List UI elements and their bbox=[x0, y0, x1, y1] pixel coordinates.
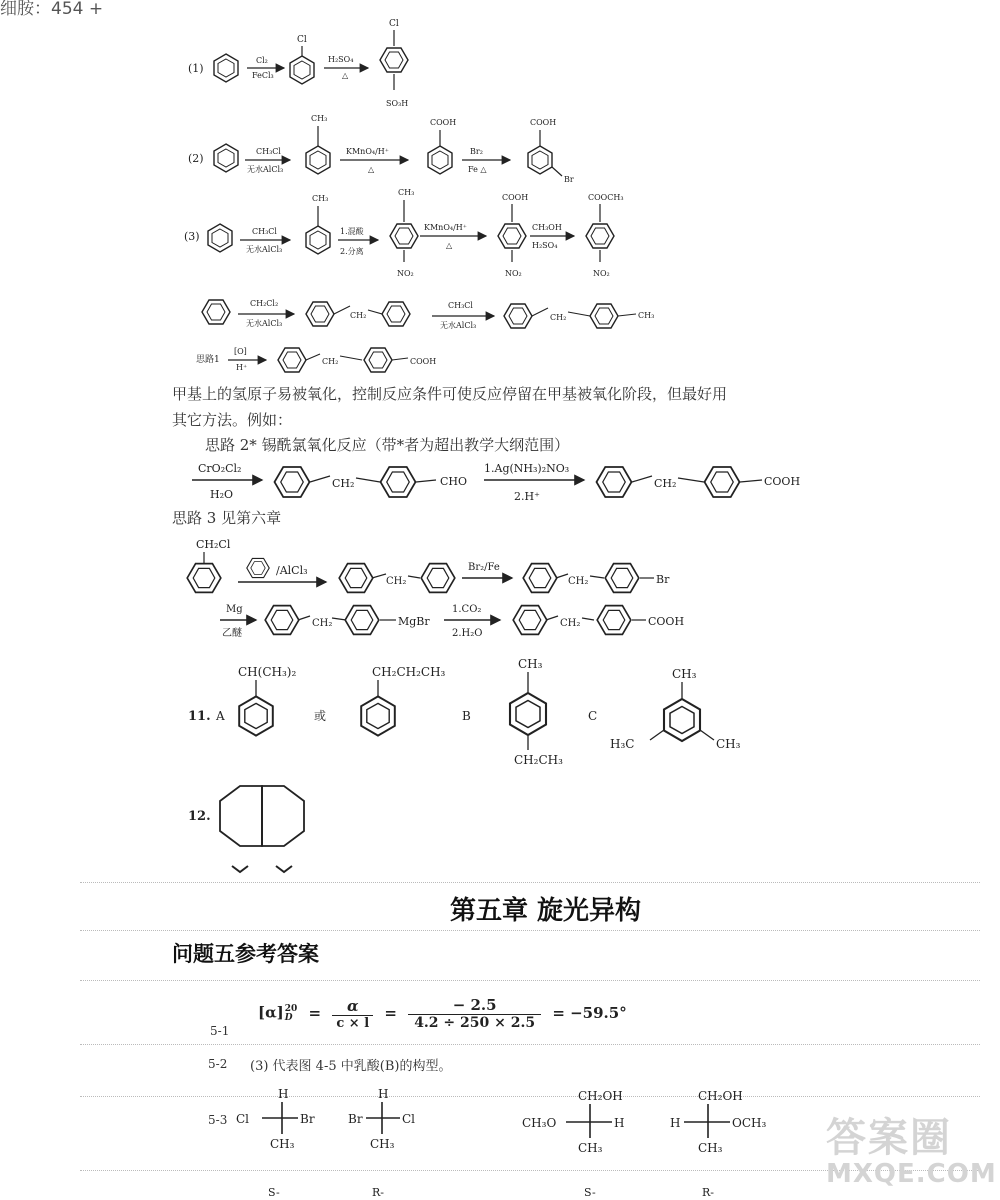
specific-rotation-formula: [α]20 D = $\frac{\alpha}{c \times l}$ = $\frac{- 2.5}{4.2 \div 250 \times 2.5}$ = −59.5° bbox=[258, 996, 627, 1031]
svg-text:Br: Br bbox=[348, 1112, 363, 1126]
svg-text:CH₃: CH₃ bbox=[270, 1137, 295, 1151]
svg-text:无水AlCl₃: 无水AlCl₃ bbox=[247, 165, 284, 174]
svg-text:△: △ bbox=[342, 71, 349, 80]
reaction-7 bbox=[187, 538, 670, 592]
svg-text:FeCl₃: FeCl₃ bbox=[252, 71, 274, 80]
svg-text:CH₂: CH₂ bbox=[550, 313, 567, 322]
svg-text:Br: Br bbox=[564, 175, 574, 184]
fischer-projection-4 bbox=[670, 1089, 766, 1199]
svg-text:CH₂CH₃: CH₂CH₃ bbox=[514, 753, 563, 767]
benzene-ring bbox=[214, 54, 238, 82]
svg-text:Br₂: Br₂ bbox=[470, 147, 483, 156]
svg-text:COOH: COOH bbox=[430, 118, 457, 127]
reaction-3 bbox=[184, 188, 624, 278]
svg-text:1.CO₂: 1.CO₂ bbox=[452, 604, 482, 615]
answer-5-2-label: 5-2 bbox=[208, 1057, 228, 1071]
reaction-5 bbox=[196, 347, 436, 372]
svg-text:CH₂OH: CH₂OH bbox=[698, 1089, 743, 1103]
svg-text:CH₃: CH₃ bbox=[312, 194, 329, 203]
svg-text:NO₂: NO₂ bbox=[505, 269, 522, 278]
svg-text:[O]: [O] bbox=[234, 347, 247, 356]
svg-text:CH₃: CH₃ bbox=[672, 667, 697, 681]
approach-2-text: 思路 2* 锡酰氯氧化反应（带*者为超出教学大纲范围） bbox=[205, 436, 570, 454]
svg-text:COOH: COOH bbox=[530, 118, 557, 127]
svg-text:Cl: Cl bbox=[297, 35, 307, 45]
svg-text:Cl: Cl bbox=[236, 1112, 250, 1126]
svg-text:思路1: 思路1 bbox=[196, 355, 220, 365]
reaction-6 bbox=[192, 462, 800, 503]
svg-text:CH₃: CH₃ bbox=[398, 188, 415, 197]
svg-text:COOH: COOH bbox=[648, 615, 685, 628]
svg-text:乙醚: 乙醚 bbox=[222, 628, 242, 639]
divider bbox=[80, 1044, 980, 1046]
explanation-line-1: 甲基上的氢原子易被氧化，控制反应条件可使反应停留在甲基被氧化阶段，但最好用 bbox=[172, 385, 728, 403]
svg-text:2.H₂O: 2.H₂O bbox=[452, 628, 483, 639]
svg-text:1.Ag(NH₃)₂NO₃: 1.Ag(NH₃)₂NO₃ bbox=[484, 462, 570, 475]
svg-text:CH₃: CH₃ bbox=[716, 737, 741, 751]
section-title: 问题五参考答案 bbox=[172, 942, 319, 966]
answer-5-2-text: (3) 代表图 4-5 中乳酸(B)的构型。 bbox=[250, 1059, 452, 1074]
svg-text:H₂O: H₂O bbox=[210, 488, 234, 501]
reaction-4 bbox=[202, 299, 654, 330]
svg-text:S-: S- bbox=[584, 1186, 596, 1199]
svg-text:(3): (3) bbox=[184, 230, 200, 243]
svg-text:C: C bbox=[588, 709, 598, 723]
svg-text:CH₂: CH₂ bbox=[654, 477, 677, 490]
question-11 bbox=[188, 657, 741, 767]
svg-text:Br: Br bbox=[300, 1112, 315, 1126]
svg-text:NO₂: NO₂ bbox=[397, 269, 414, 278]
svg-text:R-: R- bbox=[372, 1186, 384, 1199]
svg-text:CH₃: CH₃ bbox=[370, 1137, 395, 1151]
explanation-line-2: 其它方法。例如： bbox=[172, 411, 293, 429]
header-fragment: 细胺：454 + bbox=[0, 0, 104, 19]
approach-3-text: 思路 3 见第六章 bbox=[172, 509, 282, 527]
svg-text:CH₃Cl: CH₃Cl bbox=[448, 301, 473, 310]
svg-text:2.分离: 2.分离 bbox=[340, 247, 364, 256]
reaction-1 bbox=[188, 19, 408, 108]
svg-text:CH₂: CH₂ bbox=[560, 618, 581, 629]
svg-text:COOH: COOH bbox=[502, 193, 529, 202]
svg-text:无水AlCl₃: 无水AlCl₃ bbox=[246, 319, 283, 328]
watermark-logo: 答案圈 MXQE.COM bbox=[826, 1115, 997, 1189]
divider bbox=[80, 930, 980, 932]
svg-text:CH₃: CH₃ bbox=[698, 1141, 723, 1155]
svg-text:CH₃Cl: CH₃Cl bbox=[252, 227, 277, 236]
reaction-1-label: (1) bbox=[188, 62, 204, 75]
svg-text:/AlCl₃: /AlCl₃ bbox=[276, 564, 308, 577]
svg-text:CH₂Cl: CH₂Cl bbox=[196, 538, 231, 551]
svg-text:CH₃: CH₃ bbox=[518, 657, 543, 671]
svg-text:Fe △: Fe △ bbox=[468, 165, 487, 174]
fischer-projection-2 bbox=[348, 1087, 415, 1199]
svg-text:CHO: CHO bbox=[440, 475, 468, 488]
svg-text:CrO₂Cl₂: CrO₂Cl₂ bbox=[198, 462, 242, 475]
svg-text:CH₂: CH₂ bbox=[322, 357, 339, 366]
svg-text:无水AlCl₃: 无水AlCl₃ bbox=[246, 245, 283, 254]
svg-text:CH₃O: CH₃O bbox=[522, 1116, 557, 1130]
svg-text:H⁺: H⁺ bbox=[236, 363, 248, 372]
svg-text:OCH₃: OCH₃ bbox=[732, 1116, 767, 1130]
svg-text:Cl₂: Cl₂ bbox=[256, 56, 268, 65]
svg-text:△: △ bbox=[446, 241, 453, 250]
svg-text:SO₃H: SO₃H bbox=[386, 99, 409, 108]
svg-text:A: A bbox=[216, 709, 225, 723]
svg-text:Mg: Mg bbox=[226, 604, 243, 615]
reaction-2 bbox=[188, 114, 574, 184]
svg-text:H: H bbox=[278, 1087, 289, 1101]
svg-text:CH₃: CH₃ bbox=[578, 1141, 603, 1155]
chapter-title: 第五章 旋光异构 bbox=[450, 896, 642, 926]
answer-5-1-label: 5-1 bbox=[210, 1024, 230, 1038]
svg-text:MgBr: MgBr bbox=[398, 615, 430, 628]
svg-text:NO₂: NO₂ bbox=[593, 269, 610, 278]
svg-text:1.混酸: 1.混酸 bbox=[340, 227, 364, 236]
svg-text:COOCH₃: COOCH₃ bbox=[588, 193, 624, 202]
chlorobenzene-ring bbox=[290, 56, 314, 84]
svg-text:S-: S- bbox=[268, 1186, 280, 1199]
svg-text:12.: 12. bbox=[188, 809, 211, 824]
svg-text:CH₂: CH₂ bbox=[332, 477, 355, 490]
fischer-projection-3 bbox=[522, 1089, 624, 1199]
svg-text:H₂SO₄: H₂SO₄ bbox=[328, 55, 354, 64]
svg-text:CH₂: CH₂ bbox=[350, 311, 367, 320]
svg-text:CH₃OH: CH₃OH bbox=[532, 223, 562, 232]
svg-text:KMnO₄/H⁺: KMnO₄/H⁺ bbox=[346, 147, 389, 156]
svg-text:H: H bbox=[614, 1116, 625, 1130]
svg-text:CH₃: CH₃ bbox=[311, 114, 328, 123]
product-ring bbox=[380, 48, 408, 72]
svg-text:COOH: COOH bbox=[410, 357, 437, 366]
svg-text:Br₂/Fe: Br₂/Fe bbox=[468, 562, 500, 573]
svg-text:COOH: COOH bbox=[764, 475, 801, 488]
answer-5-3-label: 5-3 bbox=[208, 1113, 228, 1127]
svg-text:2.H⁺: 2.H⁺ bbox=[514, 490, 540, 503]
svg-text:H₂SO₄: H₂SO₄ bbox=[532, 241, 558, 250]
svg-text:CH₂: CH₂ bbox=[386, 576, 407, 587]
svg-text:KMnO₄/H⁺: KMnO₄/H⁺ bbox=[424, 223, 467, 232]
svg-text:无水AlCl₃: 无水AlCl₃ bbox=[440, 321, 477, 330]
divider bbox=[80, 882, 980, 884]
reaction-8 bbox=[220, 604, 684, 639]
svg-text:CH₂CH₂CH₃: CH₂CH₂CH₃ bbox=[372, 665, 446, 679]
svg-text:R-: R- bbox=[702, 1186, 714, 1199]
svg-text:CH₃: CH₃ bbox=[638, 311, 655, 320]
svg-text:Cl: Cl bbox=[389, 19, 399, 29]
svg-text:CH₂OH: CH₂OH bbox=[578, 1089, 623, 1103]
svg-text:H₃C: H₃C bbox=[610, 737, 635, 751]
svg-text:H: H bbox=[378, 1087, 389, 1101]
svg-text:(2): (2) bbox=[188, 152, 204, 165]
svg-text:CH₂Cl₂: CH₂Cl₂ bbox=[250, 299, 279, 308]
svg-text:11.: 11. bbox=[188, 709, 211, 724]
svg-text:CH₃Cl: CH₃Cl bbox=[256, 147, 281, 156]
svg-text:H: H bbox=[670, 1116, 681, 1130]
svg-text:Br: Br bbox=[656, 573, 670, 586]
svg-text:B: B bbox=[462, 709, 471, 723]
svg-text:或: 或 bbox=[314, 709, 327, 723]
svg-text:CH₂: CH₂ bbox=[312, 618, 333, 629]
divider bbox=[80, 980, 980, 982]
question-12 bbox=[188, 786, 304, 872]
svg-text:△: △ bbox=[368, 165, 375, 174]
svg-text:CH₂: CH₂ bbox=[568, 576, 589, 587]
fischer-projection-1 bbox=[236, 1087, 315, 1199]
svg-text:Cl: Cl bbox=[402, 1112, 416, 1126]
svg-text:CH(CH₃)₂: CH(CH₃)₂ bbox=[238, 665, 297, 679]
